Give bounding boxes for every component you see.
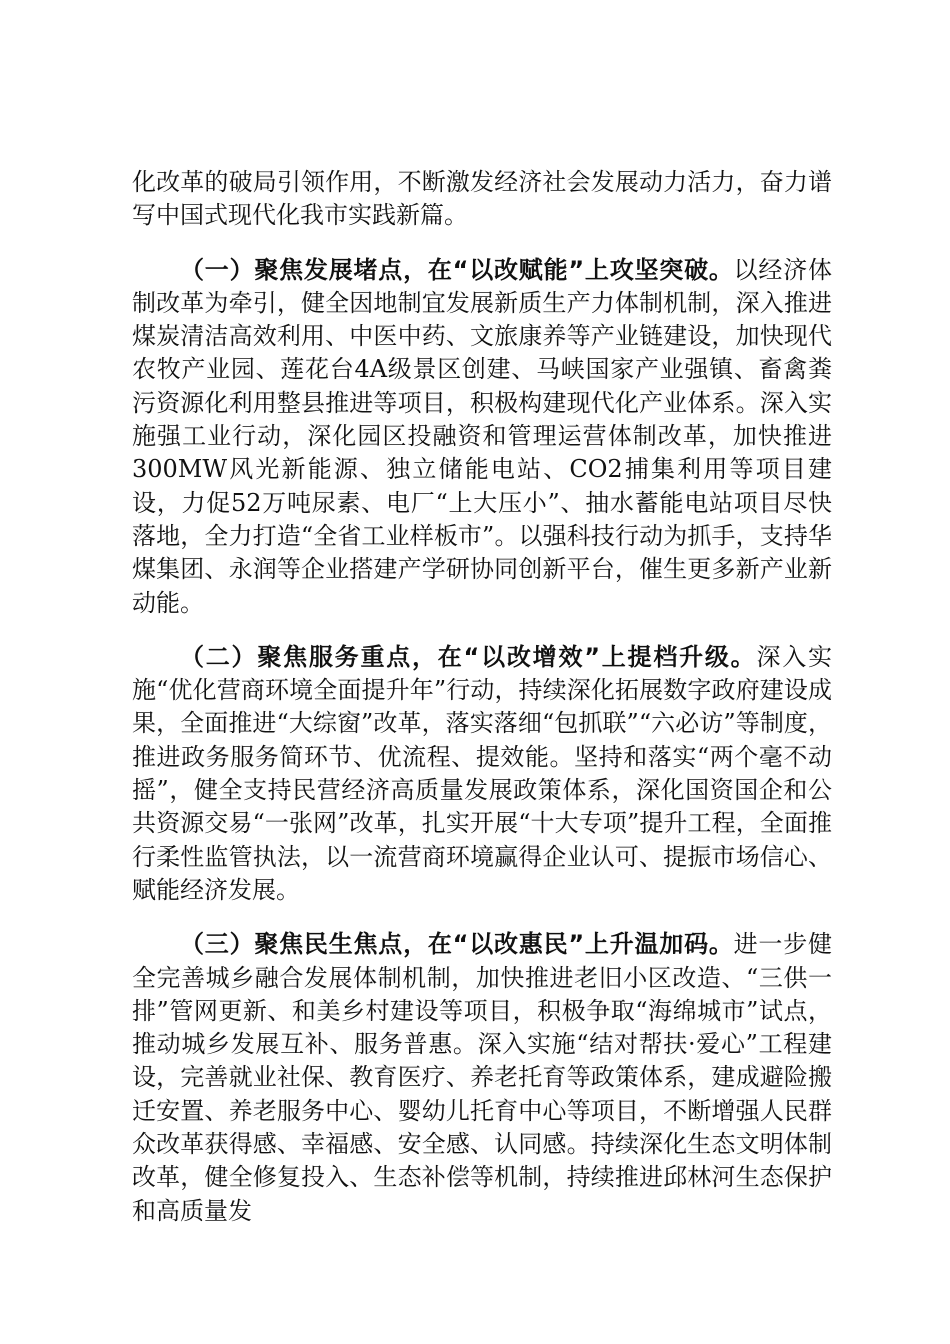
section-1-heading: （一）聚焦发展堵点，在“以改赋能”上攻坚突破。 bbox=[180, 255, 734, 284]
intro-paragraph bbox=[132, 166, 832, 233]
section-2-body: 深入实施“优化营商环境全面提升年”行动，持续深化拓展数字政府建设成果，全面推进“大综窗”改革，落实落细“包抓联”“六必访”等制度，推进政务服务简环节、优流程、提效能。坚持和落实“两个毫不动摇”，健全支持民营经济高质量发展政策体系，深化国资国企和公共资源交易“一张网”改革，扎实开展“十大专项”提升工程，全面推行柔性监管执法，以一流营商环境赢得企业认可、提振市场信心、赋能经济发展。 bbox=[132, 642, 833, 904]
section-1-body: 以经济体制改革为牵引，健全因地制宜发展新质生产力体制机制，深入推进煤炭清洁高效利用、中医中药、文旅康养等产业链建设，加快现代农牧产业园、莲花台4A级景区创建、马峡国家产业强镇、畜禽粪污资源化利用整县推进等项目，积极构建现代化产业体系。深入实施强工业行动，深化园区投融资和管理运营体制改革，加快推进300MW风光新能源、独立储能电站、CO2捕集利用等项目建设，力促52万吨尿素、电厂“上大压小”、抽水蓄能电站项目尽快落地，全力打造“全省工业样板市”。以强科技行动为抓手，支持华煤集团、永润等企业搭建产学研协同创新平台，催生更多新产业新动能。 bbox=[132, 255, 833, 617]
section-1-paragraph bbox=[132, 254, 832, 620]
section-3-heading: （三）聚焦民生焦点，在“以改惠民”上升温加码。 bbox=[180, 930, 734, 959]
section-2-paragraph bbox=[132, 641, 832, 907]
section-3-body: 进一步健全完善城乡融合发展体制机制，加快推进老旧小区改造、“三供一排”管网更新、和美乡村建设等项目，积极争取“海绵城市”试点，推动城乡发展互补、服务普惠。深入实施“结对帮扶·爱心”工程建设，完善就业社保、教育医疗、养老托育等政策体系，建成避险搬迁安置、养老服务中心、婴幼儿托育中心等项目，不断增强人民群众改革获得感、幸福感、安全感、认同感。持续深化生态文明体制改革，健全修复投入、生态补偿等机制，持续推进邱林河生态保护和高质量发 bbox=[132, 930, 833, 1225]
document-page bbox=[132, 166, 832, 1228]
section-2-heading: （二）聚焦服务重点，在“以改增效”上提档升级。 bbox=[180, 642, 757, 671]
intro-text: 化改革的破局引领作用，不断激发经济社会发展动力活力，奋力谱写中国式现代化我市实践新篇。 bbox=[132, 168, 832, 230]
section-3-paragraph bbox=[132, 928, 832, 1228]
